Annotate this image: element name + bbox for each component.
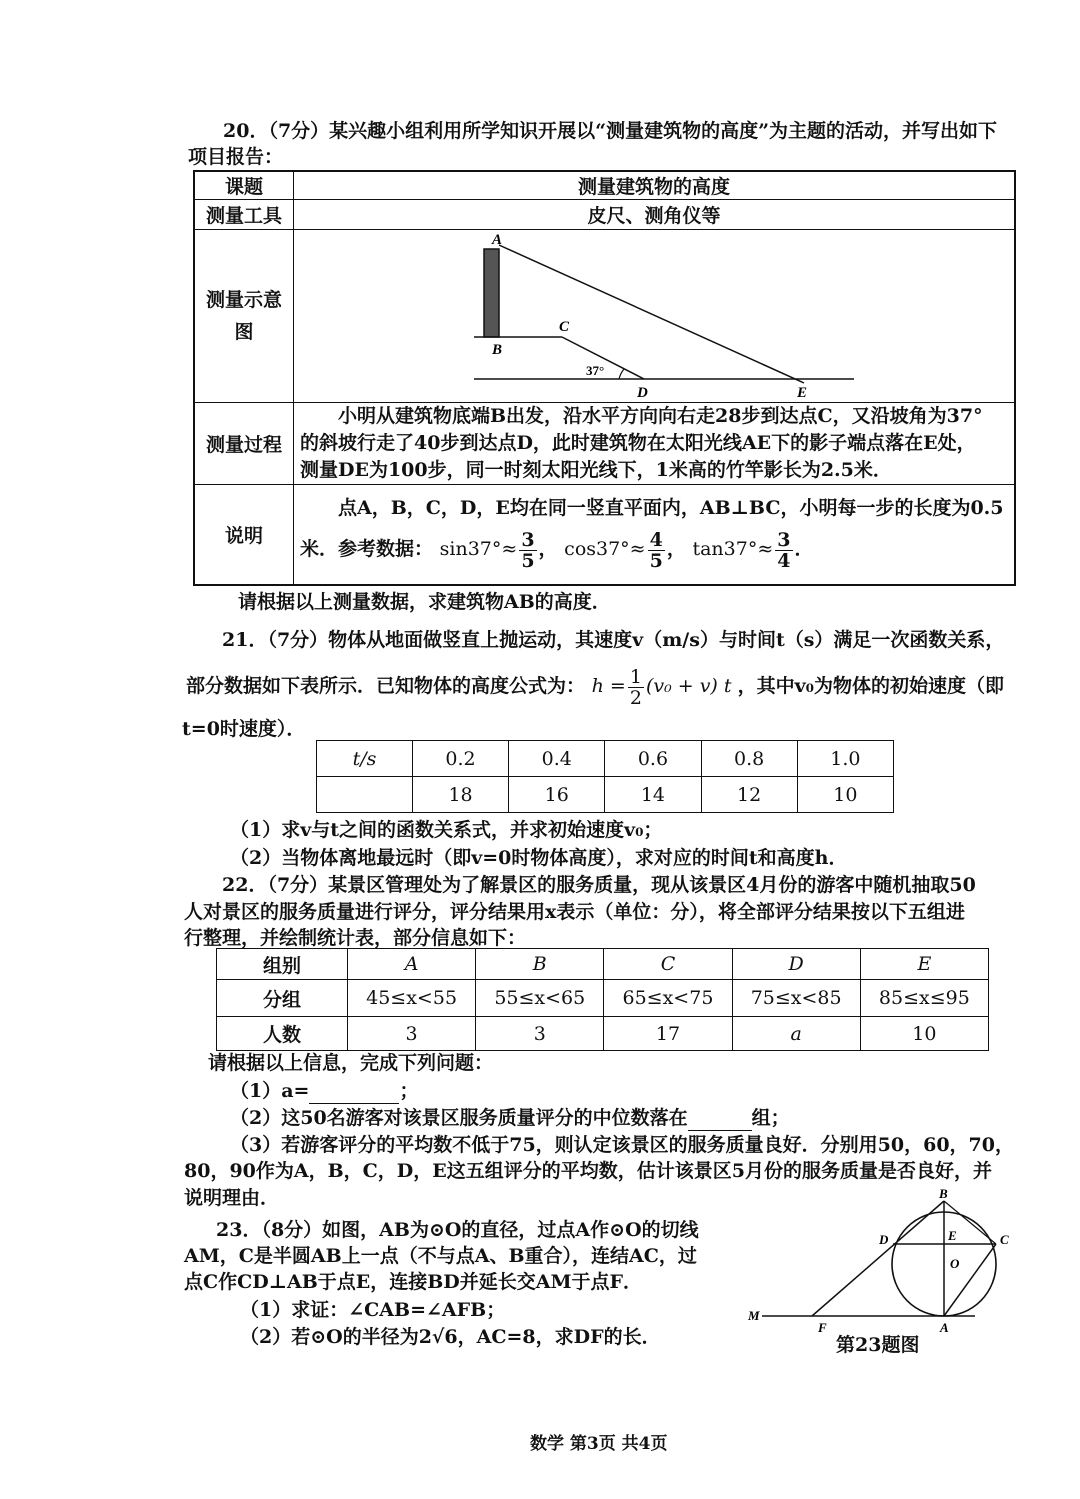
label-A: A	[492, 232, 503, 248]
label-C: C	[559, 319, 570, 335]
t-label: t/s	[317, 741, 413, 777]
q22-sub1: （1）a= ；	[230, 1080, 419, 1102]
v-value: 12	[701, 777, 797, 813]
group-cell: E	[860, 949, 988, 980]
measurement-diagram	[294, 231, 1014, 401]
process-line1: 小明从建筑物底端B出发，沿水平方向向右走28步到达点C，又沿坡角为37°	[338, 405, 983, 427]
q22-sub3-line1: （3）若游客评分的平均数不低于75，则认定该景区的服务质量良好．分别用50，60，70，	[230, 1134, 1014, 1156]
fig-label-O: O	[950, 1256, 960, 1271]
tan-fraction: $\frac{3}{4}$	[777, 528, 791, 572]
range-cell: 45≤x<55	[348, 980, 476, 1017]
range-cell: 55≤x<65	[476, 980, 604, 1017]
q21-line2-prefix: 部分数据如下表所示．已知物体的高度公式为：	[186, 675, 586, 697]
v-value: 18	[412, 777, 508, 813]
t-value: 1.0	[797, 741, 893, 777]
fig-label-A: A	[940, 1320, 949, 1335]
q23-line3: 点C作CD⊥AB于点E，连接BD并延长交AM于点F．	[184, 1271, 643, 1293]
q22-line1: 22．（7分）某景区管理处为了解景区的服务质量，现从该景区4月份的游客中随机抽取50	[222, 874, 976, 896]
q22-sub3-line2: 80，90作为A，B，C，D，E这五组评分的平均数，估计该景区5月份的服务质量是否良好，并	[184, 1160, 992, 1182]
range-row	[217, 980, 989, 1017]
count-row	[217, 1017, 989, 1051]
diagram-cell	[294, 230, 1016, 403]
v-row	[317, 777, 894, 813]
process-line2: 的斜坡行走了40步到达点D，此时建筑物在太阳光线AE下的影子端点落在E处，	[300, 432, 976, 454]
page-footer: 数学 第3页 共4页	[530, 1434, 668, 1454]
sin-text: sin37°≈	[439, 538, 518, 561]
count-cell: 17	[604, 1017, 732, 1051]
sin-fraction: $\frac{3}{5}$	[521, 528, 535, 572]
cos-text: cos37°≈	[564, 538, 646, 561]
t-value: 0.4	[509, 741, 605, 777]
note-line2: 米．参考数据： sin37°≈ $\frac{3}{5}$ ， cos37°≈ $\frac{4}{5}$ ， tan37°≈ $\frac{3}{4}$ ．	[300, 528, 814, 572]
process-text	[294, 403, 1016, 485]
note-prefix: 米．参考数据：	[300, 538, 434, 561]
label-E: E	[797, 385, 808, 401]
group-cell: B	[476, 949, 604, 980]
q20-intro-line1: 20．（7分）某兴趣小组利用所学知识开展以“测量建筑物的高度”为主题的活动，并写出如下	[223, 120, 998, 142]
note-text	[294, 485, 1016, 585]
sun-ray-ae	[499, 245, 804, 383]
q23-caption: 第23题图	[836, 1334, 920, 1356]
q22-sub2: （2）这50名游客对该景区服务质量评分的中位数落在 组；	[230, 1107, 790, 1129]
chord-ac	[944, 1244, 996, 1316]
q23-figure	[740, 1186, 1030, 1356]
fig-label-E: E	[948, 1228, 957, 1243]
count-cell: 3	[476, 1017, 604, 1051]
topic-value: 测量建筑物的高度	[294, 171, 1016, 200]
v-value: 16	[509, 777, 605, 813]
t-value: 0.2	[412, 741, 508, 777]
q21-sub1: （1）求v与t之间的函数关系式，并求初始速度v₀；	[230, 819, 663, 841]
group-cell: A	[348, 949, 476, 980]
range-cell: 85≤x≤95	[860, 980, 988, 1017]
q21-data-table	[316, 740, 894, 813]
fig-label-M: M	[748, 1308, 760, 1323]
fig-label-B: B	[939, 1186, 948, 1201]
count-cell: 10	[860, 1017, 988, 1051]
range-label: 分组	[217, 980, 348, 1017]
t-row	[317, 741, 894, 777]
t-value: 0.8	[701, 741, 797, 777]
q22-intro: 请根据以上信息，完成下列问题：	[208, 1052, 494, 1074]
fig-label-F: F	[818, 1320, 827, 1335]
v-value: 10	[797, 777, 893, 813]
answer-blank-median[interactable]	[688, 1110, 752, 1131]
angle-arc	[619, 369, 624, 379]
q23-line2: AM，C是半圆AB上一点（不与点A、B重合），连结AC，过	[184, 1245, 697, 1267]
q22-line3: 行整理，并绘制统计表，部分信息如下：	[184, 927, 527, 949]
note-label: 说明	[194, 485, 294, 585]
count-cell: 3	[348, 1017, 476, 1051]
answer-blank-a[interactable]	[309, 1083, 399, 1104]
q21-line2	[186, 664, 1004, 708]
fig-label-D: D	[879, 1232, 889, 1247]
line-bf	[812, 1201, 944, 1316]
tools-value: 皮尺、测角仪等	[294, 200, 1016, 230]
label-B: B	[492, 342, 503, 358]
cos-fraction: $\frac{4}{5}$	[649, 528, 663, 572]
label-D: D	[637, 385, 648, 401]
q23-sub1: （1）求证：∠CAB=∠AFB；	[240, 1299, 506, 1321]
fig-label-C: C	[1000, 1232, 1009, 1247]
range-cell: 75≤x<85	[732, 980, 860, 1017]
q20-ask: 请根据以上测量数据，求建筑物AB的高度．	[238, 591, 611, 613]
q21-line3: t=0时速度）．	[182, 718, 306, 740]
q22-line2: 人对景区的服务质量进行评分，评分结果用x表示（单位：分），将全部评分结果按以下五组进	[184, 901, 965, 923]
diagram-label	[194, 230, 294, 403]
topic-label: 课题	[194, 171, 294, 200]
q23-sub2: （2）若⊙O的半径为2√6，AC=8，求DF的长．	[240, 1326, 661, 1348]
q22-stats-table	[216, 948, 989, 1051]
count-label: 人数	[217, 1017, 348, 1051]
v-value: 14	[605, 777, 701, 813]
note-line1: 点A，B，C，D，E均在同一竖直平面内，AB⊥BC，小明每一步的长度为0.5	[338, 497, 1004, 520]
diagram-label-2: 图	[234, 321, 254, 343]
tan-text: tan37°≈	[692, 538, 774, 561]
v-label	[317, 777, 413, 813]
q22-sub3-line3: 说明理由．	[184, 1187, 280, 1209]
q23-line1: 23．（8分）如图，AB为⊙O的直径，过点A作⊙O的切线	[216, 1219, 699, 1241]
q21-line1: 21．（7分）物体从地面做竖直上抛运动，其速度v（m/s）与时间t（s）满足一次函数关系，	[222, 629, 1005, 651]
group-cell: C	[604, 949, 732, 980]
q21-formula: h = $\frac{1}{2}$ (v₀ + v) t	[591, 665, 732, 709]
group-cell: D	[732, 949, 860, 980]
t-value: 0.6	[605, 741, 701, 777]
tools-label: 测量工具	[194, 200, 294, 230]
count-cell: a	[732, 1017, 860, 1051]
q20-intro-line2: 项目报告：	[188, 146, 284, 168]
diagram-label-1: 测量示意	[205, 289, 282, 311]
q21-line2-suffix: ，其中v₀为物体的初始速度（即	[737, 675, 1004, 697]
group-row	[217, 949, 989, 980]
label-angle: 37°	[586, 363, 605, 378]
process-line3: 测量DE为100步，同一时刻太阳光线下，1米高的竹竿影长为2.5米．	[300, 459, 892, 481]
process-label: 测量过程	[194, 403, 294, 485]
building-rect	[484, 249, 499, 337]
range-cell: 65≤x<75	[604, 980, 732, 1017]
group-label: 组别	[217, 949, 348, 980]
q20-report-table	[193, 170, 1016, 586]
q21-sub2: （2）当物体离地最远时（即v=0时物体高度），求对应的时间t和高度h．	[230, 847, 848, 869]
